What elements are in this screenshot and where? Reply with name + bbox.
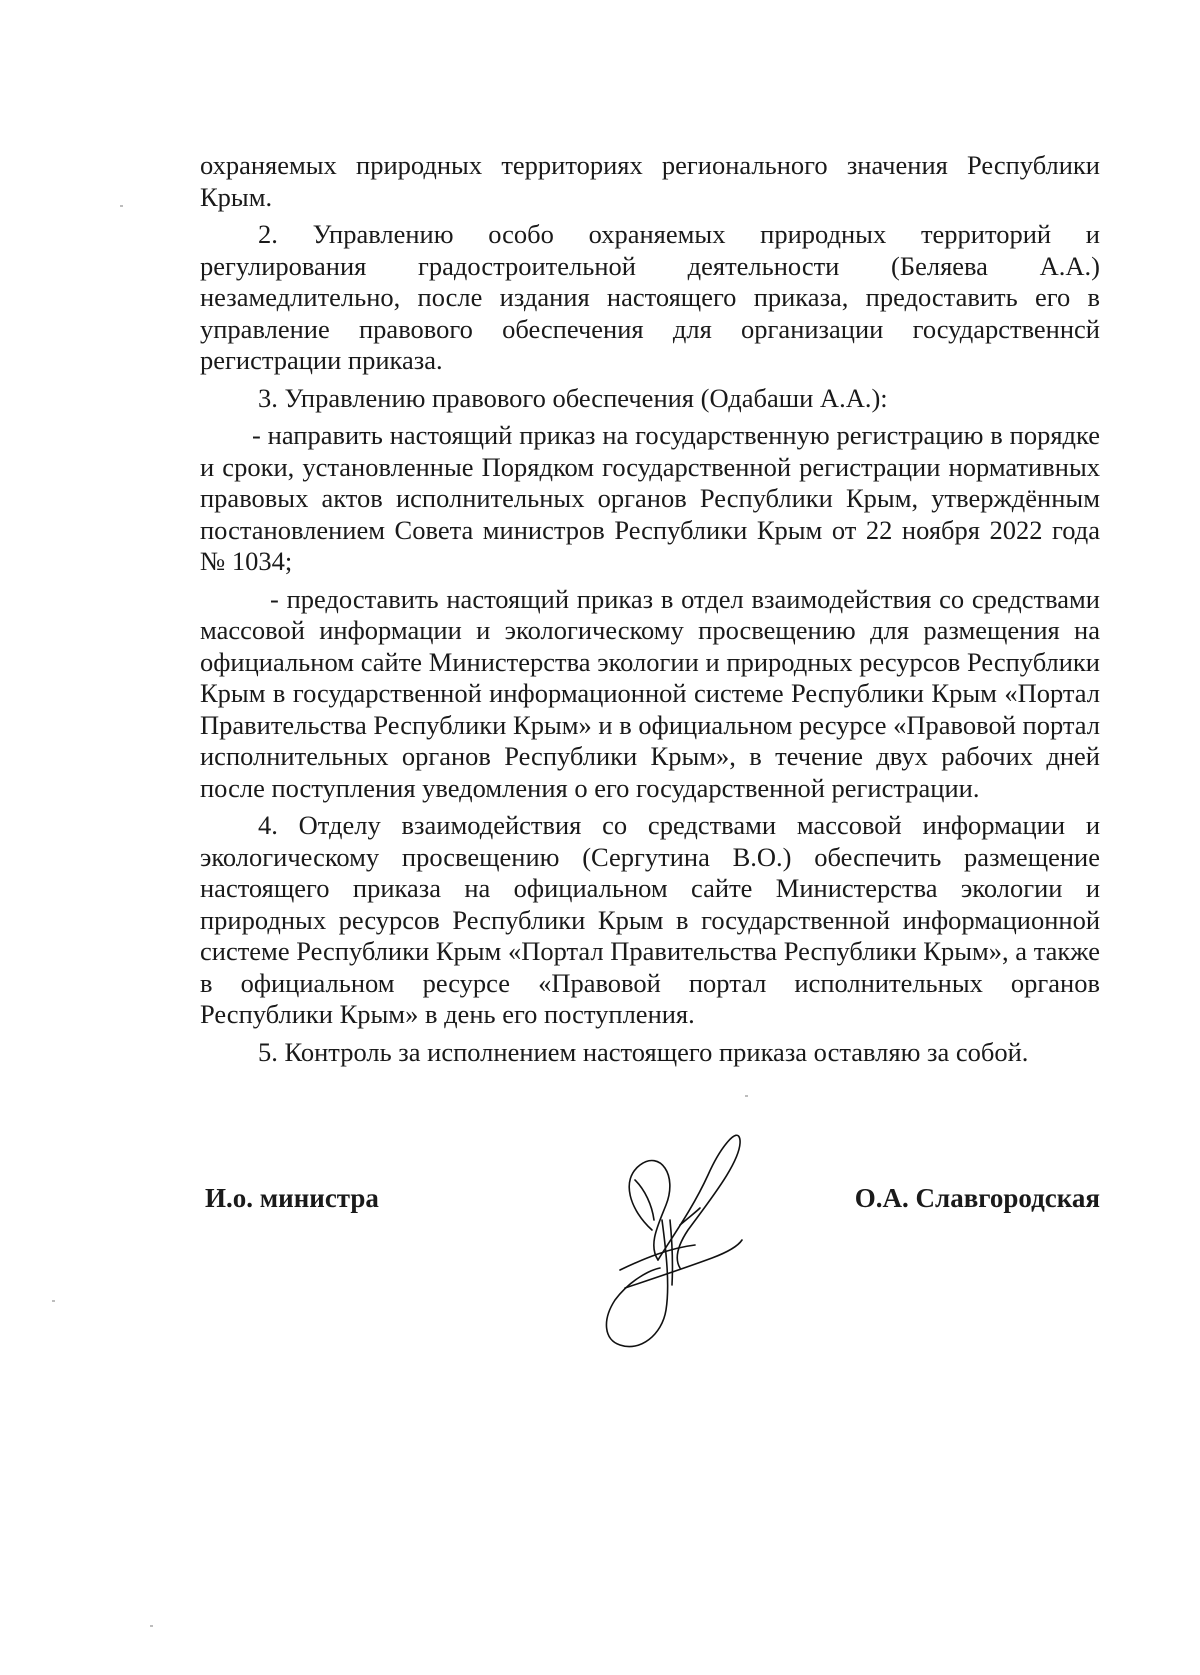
paragraph-item-5: 5. Контроль за исполнением настоящего приказа оставляю за собой. xyxy=(258,1036,1029,1067)
paragraph-item-3-bullet-1: - направить настоящий приказ на государственную регистрацию в порядке и сроки, установленные Порядком государственной регистрации нормативных правовых актов исполнительных органов Республики Крым, утверждённым постановлением Совета министров Республики Крым от 22 ноября 2022 года № 1034; xyxy=(200,420,1100,576)
order-body xyxy=(200,150,1100,1074)
paragraph-item-2: 2. Управлению особо охраняемых природных территорий и регулирования градостроительной деятельности (Беляева А.А.) незамедлительно, после издания настоящего приказа, предоставить его в управление правового обеспечения для организации государственнсй регистрации приказа. xyxy=(200,219,1100,375)
signer-name: О.А. Славгородская xyxy=(854,1183,1100,1213)
scan-artifact xyxy=(52,1300,55,1302)
paragraph-item-4: 4. Отделу взаимодействия со средствами массовой информации и экологическому просвещению (Сергутина В.О.) обеспечить размещение настоящего приказа на официальном сайте Министерства экологии и природных ресурсов Республики Крым в государственной информационной системе Республики Крым «Портал Правительства Республики Крым», а также в официальном ресурсе «Правовой портал исполнительных органов Республики Крым» в день его поступления. xyxy=(200,810,1100,1029)
paragraph-item-3: 3. Управлению правового обеспечения (Одабаши А.А.): xyxy=(258,382,888,413)
handwritten-signature xyxy=(600,1120,750,1350)
signer-position: И.о. министра xyxy=(205,1183,379,1213)
paragraph-item-3-bullet-2: - предоставить настоящий приказ в отдел взаимодействия со средствами массовой информации и экологическому просвещению для размещения на официальном сайте Министерства экологии и природных ресурсов Республики Крым в государственной информационной системе Республики Крым «Портал Правительства Республики Крым» и в официальном ресурсе «Правовой портал исполнительных органов Республики Крым», в течение двух рабочих дней после поступления уведомления о его государственной регистрации. xyxy=(200,583,1100,803)
paragraph-1-continuation: охраняемых природных территориях регионального значения Республики Крым. xyxy=(200,150,1100,212)
scan-artifact xyxy=(745,1095,748,1097)
scan-artifact xyxy=(120,205,123,207)
scan-artifact xyxy=(150,1625,153,1627)
